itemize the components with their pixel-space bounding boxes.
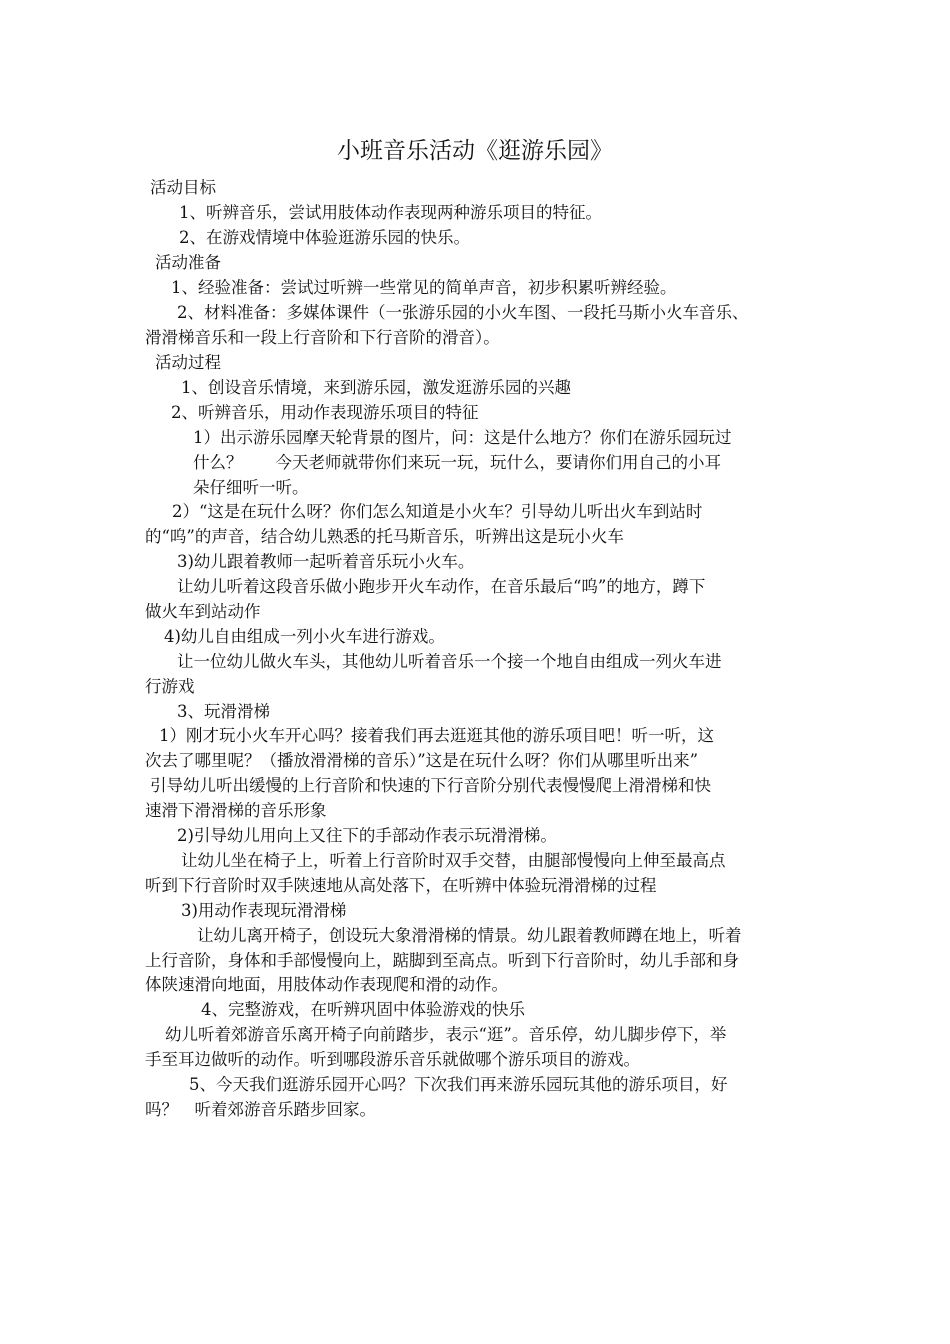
step-3-item-2-detail-line-2: 听到下行音阶时双手陕速地从高处落下，在听辨中体验玩滑滑梯的过程 bbox=[145, 876, 657, 895]
preparation-item-2-line-2: 滑滑梯音乐和一段上行音阶和下行音阶的滑音）。 bbox=[145, 328, 500, 347]
step-3-item-1-line-1: 1）刚才玩小火车开心吗？接着我们再去逛逛其他的游乐项目吧！听一听，这 bbox=[159, 726, 714, 745]
goal-item-2: 2、在游戏情境中体验逛游乐园的快乐。 bbox=[179, 228, 470, 247]
preparation-item-2-line-1: 2、材料准备：多媒体课件（一张游乐园的小火车图、一段托马斯小火车音乐、 bbox=[177, 303, 749, 322]
process-step-5-line-2: 吗？ 听着郊游音乐踏步回家。 bbox=[145, 1100, 376, 1119]
step-2-item-1-line-2: 什么？ 今天老师就带你们来玩一玩，玩什么，要请你们用自己的小耳 bbox=[193, 453, 721, 472]
section-heading-process: 活动过程 bbox=[155, 353, 221, 372]
step-3-item-2-detail-line-1: 让幼儿坐在椅子上，听着上行音阶时双手交替，由腿部慢慢向上伸至最高点 bbox=[181, 851, 726, 870]
step-2-item-2-line-2: 的“呜”的声音，结合幼儿熟悉的托马斯音乐，听辨出这是玩小火车 bbox=[145, 527, 624, 546]
section-heading-preparation: 活动准备 bbox=[155, 253, 221, 272]
process-step-3: 3、玩滑滑梯 bbox=[177, 702, 270, 721]
step-2-item-1-line-3: 朵仔细听一听。 bbox=[193, 478, 309, 497]
step-2-item-4: 4)幼儿自由组成一列小火车进行游戏。 bbox=[164, 627, 445, 646]
step-2-item-2-line-1: 2）“这是在玩什么呀？你们怎么知道是小火车？引导幼儿听出火车到站时 bbox=[172, 502, 703, 521]
step-3-item-3-detail-line-2: 上行音阶，身体和手部慢慢向上，踮脚到至高点。听到下行音阶时，幼儿手部和身 bbox=[145, 951, 739, 970]
step-3-item-2: 2)引导幼儿用向上又往下的手部动作表示玩滑滑梯。 bbox=[177, 826, 557, 845]
step-2-item-4-detail-line-2: 行游戏 bbox=[145, 677, 195, 696]
step-2-item-3-detail-line-2: 做火车到站动作 bbox=[145, 602, 261, 621]
step-2-item-3-detail-line-1: 让幼儿听着这段音乐做小跑步开火车动作，在音乐最后“呜”的地方，蹲下 bbox=[177, 577, 706, 596]
document-title: 小班音乐活动《逛游乐园》 bbox=[337, 138, 613, 164]
step-4-detail-line-2: 手至耳边做听的动作。听到哪段游乐音乐就做哪个游乐项目的游戏。 bbox=[145, 1050, 640, 1069]
step-4-detail-line-1: 幼儿听着郊游音乐离开椅子向前踏步，表示“逛”。音乐停，幼儿脚步停下，举 bbox=[165, 1025, 727, 1044]
goal-item-1: 1、听辨音乐，尝试用肢体动作表现两种游乐项目的特征。 bbox=[179, 203, 602, 222]
process-step-5-line-1: 5、今天我们逛游乐园开心吗？下次我们再来游乐园玩其他的游乐项目，好 bbox=[189, 1075, 728, 1094]
step-2-item-1-line-1: 1）出示游乐园摩天轮背景的图片，问：这是什么地方？你们在游乐园玩过 bbox=[193, 428, 732, 447]
step-3-item-1-line-4: 速滑下滑滑梯的音乐形象 bbox=[145, 801, 327, 820]
step-3-item-3-detail-line-3: 体陕速滑向地面，用肢体动作表现爬和滑的动作。 bbox=[145, 975, 508, 994]
step-3-item-1-line-2: 次去了哪里呢？（播放滑滑梯的音乐）”这是在玩什么呀？你们从哪里听出来” bbox=[145, 751, 699, 770]
section-heading-goals: 活动目标 bbox=[150, 178, 216, 197]
process-step-4: 4、完整游戏，在听辨巩固中体验游戏的快乐 bbox=[201, 1000, 525, 1019]
step-3-item-1-line-3: 引导幼儿听出缓慢的上行音阶和快速的下行音阶分别代表慢慢爬上滑滑梯和快 bbox=[150, 776, 711, 795]
step-2-item-4-detail-line-1: 让一位幼儿做火车头，其他幼儿听着音乐一个接一个地自由组成一列火车进 bbox=[177, 652, 722, 671]
process-step-1: 1、创设音乐情境，来到游乐园，激发逛游乐园的兴趣 bbox=[181, 378, 571, 397]
preparation-item-1: 1、经验准备：尝试过听辨一些常见的简单声音，初步积累听辨经验。 bbox=[171, 278, 677, 297]
step-3-item-3: 3)用动作表现玩滑滑梯 bbox=[181, 901, 347, 920]
step-2-item-3: 3)幼儿跟着教师一起听着音乐玩小火车。 bbox=[177, 552, 475, 571]
step-3-item-3-detail-line-1: 让幼儿离开椅子，创设玩大象滑滑梯的情景。幼儿跟着教师蹲在地上，听着 bbox=[197, 926, 742, 945]
process-step-2: 2、听辨音乐，用动作表现游乐项目的特征 bbox=[171, 403, 479, 422]
